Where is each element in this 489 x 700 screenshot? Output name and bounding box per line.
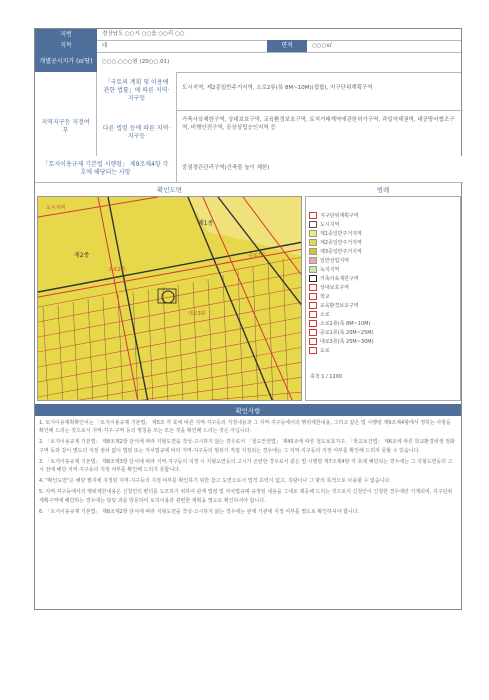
notes-title: 확인사항 [35, 404, 461, 416]
legend-label: 교육환경보호구역 [320, 303, 359, 309]
price-label: 개별공시지가 (㎡당) [35, 52, 97, 72]
legend-swatch [309, 338, 317, 345]
national-zoning-value: 도시지역, 제2종일반주거지역, 소로2류(폭 8M~10M)(접합), 지구단위계획구역 [182, 85, 373, 91]
legend-item [306, 310, 460, 319]
legend-label: 제2종일반주거지역 [320, 240, 362, 246]
legend-swatch [309, 230, 317, 237]
legend-label: 가축사육제한구역 [320, 276, 359, 282]
national-zoning-label: 「국토의 계획 및 이용에 관한 법률」에 따른 지역·지구등 [97, 72, 177, 110]
legend-swatch [309, 248, 317, 255]
legend-label: 상대보호구역 [320, 285, 349, 291]
other-zoning-label: 다른 법령 등에 따른 지역·지구등 [97, 110, 177, 156]
legend-item [306, 328, 460, 337]
legend-label: 중로1류(폭 20M~25M) [320, 330, 374, 336]
legend-swatch [309, 320, 317, 327]
note-paragraph: 5. 지역·지구등에서의 행위제한내용은 신청인의 편의를 도모하기 위하여 관계 법령 및 자치법규에 규정된 내용을 그대로 제공해 드리는 것으로서 신청인이 신청한 경우에만 기재되며, 지구단위계획구역에 해당하는 경우에는 담당 과를 방문하여 토지이용과 관련한 계획을 별도로 확인하셔야 합니다. [39, 489, 453, 504]
address-label: 지번 [35, 29, 97, 40]
category-value: 대 [102, 43, 108, 49]
map-legend [305, 196, 461, 401]
legend-item [306, 238, 460, 247]
legend-label: 학교 [320, 294, 330, 300]
map-label-3: 소로2류 [108, 267, 126, 273]
legend-item [306, 346, 460, 355]
note-paragraph: 3. 「토지이용규제 기본법」 제8조제3항 단서에 따라 지역·지구등의 지정 시 지형도면등의 고시가 곤란한 경우로서 같은 법 시행령 제7조제4항 각 호에 해당되는 경우에는 그 지형도면등의 고시 전에 해당 지역·지구등의 지정 여부를 확인해 드리지 못합니다. [39, 458, 453, 474]
legend-label: 지구단위계획구역 [320, 213, 359, 219]
legend-label: 소로 [320, 312, 330, 318]
area-label: 면적 [267, 40, 307, 52]
address-value: 경상남도 ○○시 ○○읍 ○○리 ○○ [102, 31, 185, 37]
map-label-6: 도시지역 [46, 205, 66, 211]
map-title: 확인도면 [156, 186, 183, 194]
row-price [35, 52, 461, 73]
land-use-certificate [34, 28, 462, 610]
row-national-zoning [97, 72, 463, 111]
legend-swatch [309, 221, 317, 228]
legend-swatch [309, 311, 317, 318]
map-drawing [38, 197, 302, 401]
legend-item [306, 337, 460, 346]
legend-swatch [309, 302, 317, 309]
legend-swatch [309, 293, 317, 300]
legend-label: 대로3류(폭 25M~30M) [320, 339, 374, 345]
legend-item [306, 319, 460, 328]
legend-item [306, 256, 460, 265]
legend-item [306, 247, 460, 256]
legend-swatch [309, 275, 317, 282]
note-paragraph: 4. "확인도면"은 해당 필지에 지정된 지역·지구등의 지정 여부를 확인하기 위한 참고 도면으로서 법적 효력이 없고, 측량이나 그 밖의 목적으로 사용할 수 없습니다. [39, 478, 391, 485]
legend-label: 녹지지역 [320, 267, 340, 273]
legend-swatch [309, 239, 317, 246]
note-paragraph: 1. 토지이용계획확인서는 「토지이용규제 기본법」 제5조 각 호에 따른 지역·지구등의 지정내용과 그 지역·지구등에서의 행위제한내용, 그리고 같은 법 시행령 제9조제4항에서 정하는 사항을 확인해 드리는 것으로서 지역·지구·구역 등의 명칭을 쓰는 모든 것을 확인해 드리는 것은 아닙니다. [39, 420, 451, 435]
map-label-2: 제1종 [198, 220, 214, 227]
price-value: ○○○,○○○원 (20○○.01) [102, 59, 170, 65]
notes-body [39, 419, 457, 605]
confirmation-map [37, 196, 302, 401]
legend-label: 제3종일반주거지역 [320, 249, 362, 255]
legend-item [306, 229, 460, 238]
map-label-5: 중로1류 [248, 253, 266, 259]
legend-swatch [309, 212, 317, 219]
map-label-1: 제2종 [74, 252, 90, 259]
note-paragraph: 2. 「토지이용규제 기본법」 제8조제2항 단서에 따라 지형도면을 작성·고시하지 않는 경우로서 「철도안전법」 제45조에 따른 철도보호지구, 「학교보건법」 제6조에 따른 학교환경위생 정화구역 등과 같이 별도의 지정 절차 없이 법령 또는 자치법규에 따라 지역·지구등의 범위가 직접 지정되는 경우에는 그 지역·지구등의 지정 여부를 확인해 드리지 못할 수 있습니다. [39, 439, 455, 454]
area-value: ○○○㎡ [312, 43, 332, 49]
map-scale: 축척 1 / 1200 [310, 374, 343, 380]
legend-label: 도시지역 [320, 222, 340, 228]
decree-label: 「토지이용규제 기본법 시행령」 제9조제4항 각 호에 해당되는 사항 [35, 156, 177, 182]
other-zoning-value: 가축사육제한구역, 상대보호구역, 교육환경보호구역, 토지거래계약에관한허가구역, 과밀억제권역, 대공방어협조구역, 비행안전구역, 공장설립승인지역 등 [182, 117, 455, 131]
legend-swatch [309, 347, 317, 354]
legend-swatch [309, 257, 317, 264]
legend-item [306, 211, 460, 220]
legend-swatch [309, 266, 317, 273]
legend-list [306, 197, 460, 355]
note-paragraph: 6. 「토지이용규제 기본법」 제8조제2항 단서에 따라 지형도면을 작성·고시하지 않는 경우에는 관계 기관에 지정 여부를 별도로 확인하셔야 합니다. [39, 508, 360, 515]
legend-label: 일반상업지역 [320, 258, 349, 264]
legend-item [306, 220, 460, 229]
decree-value: 중점경관관리구역(건축물 높이 제한) [182, 165, 270, 171]
legend-label: 제1종일반주거지역 [320, 231, 362, 237]
zoning-section-label: 지역지구등 지정여부 [35, 72, 97, 182]
legend-swatch [309, 284, 317, 291]
row-decree [35, 156, 463, 183]
row-other-zoning [97, 110, 463, 157]
legend-item [306, 292, 460, 301]
legend-item [306, 265, 460, 274]
legend-item [306, 301, 460, 310]
category-label: 지목 [35, 40, 97, 52]
legend-item [306, 283, 460, 292]
legend-title: 범례 [376, 186, 390, 194]
map-label-4: 대로3류 [188, 311, 206, 317]
legend-swatch [309, 329, 317, 336]
legend-label: 소로2류(폭 8M~10M) [320, 321, 371, 327]
legend-item [306, 274, 460, 283]
legend-label: 도로 [320, 348, 330, 354]
